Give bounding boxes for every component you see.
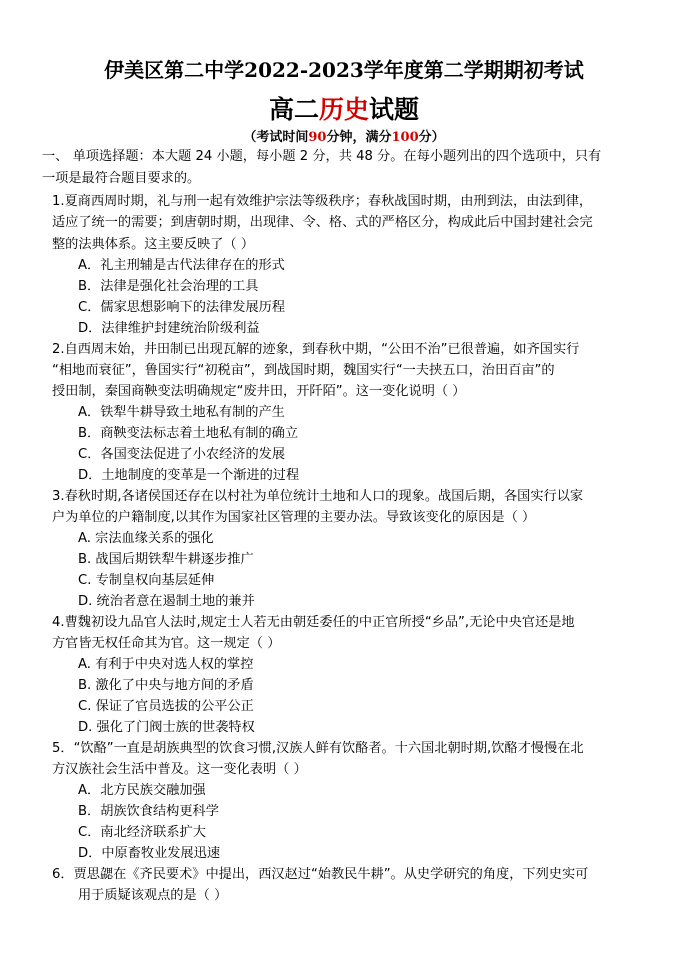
q2-option-c: C．各国变法促进了小农经济的发展: [78, 447, 286, 462]
q2-line-2: “相地而衰征”，鲁国实行“初税亩”，到战国时期，魏国实行“一夫挟五口，治田百亩”的: [52, 363, 555, 378]
q6-line-1: 6．贾思勰在《齐民要术》中提出，西汉赵过“始教民牛耕”。从史学研究的角度，下列史实可: [52, 867, 589, 882]
q2-option-a: A．铁犁牛耕导致土地私有制的产生: [78, 405, 285, 420]
q5-line-1: 5．“饮酪”一直是胡族典型的饮食习惯,汉族人鲜有饮酪者。十六国北朝时期,饮酪才慢慢在北: [52, 741, 584, 756]
q5-option-d: D．中原畜牧业发展迅速: [78, 846, 221, 861]
subtitle-suffix: 试题: [369, 95, 420, 124]
q3-line-2: 户为单位的户籍制度,以其作为国家社区管理的主要办法。导致该变化的原因是（ ）: [52, 510, 536, 525]
q4-line-1: 4.曹魏初设九品官人法时,规定士人若无由朝廷委任的中正官所授“乡品”,无论中央官还是地: [52, 615, 575, 630]
exam-info: [0, 126, 688, 145]
q5-option-b: B．胡族饮食结构更科学: [78, 804, 219, 819]
q3-option-c: C. 专制皇权向基层延伸: [78, 573, 215, 588]
info-time: 90: [308, 130, 327, 145]
section-instruction-line-1: 一、 单项选择题：本大题 24 小题，每小题 2 分，共 48 分。在每小题列出的四个选项中，只有: [42, 149, 602, 164]
q4-option-a: A. 有利于中央对选人权的掌控: [78, 657, 254, 672]
q1-option-b: B．法律是强化社会治理的工具: [78, 279, 259, 294]
q5-option-c: C．南北经济联系扩大: [78, 825, 206, 840]
q2-line-1: 2.自西周末始，井田制已出现瓦解的迹象，到春秋中期，“公田不治”已很普遍，如齐国实行: [52, 342, 580, 357]
q2-option-b: B．商鞅变法标志着土地私有制的确立: [78, 426, 299, 441]
q1-line-2: 适应了统一的需要；到唐朝时期，出现律、令、格、式的严格区分，构成此后中国封建社会完: [52, 215, 593, 230]
q5-option-a: A．北方民族交融加强: [78, 783, 206, 798]
q1-option-a: A．礼主刑辅是古代法律存在的形式: [78, 258, 285, 273]
q4-line-2: 方官皆无权任命其为官。这一规定（ ）: [52, 636, 281, 651]
q2-line-3: 授田制，秦国商鞅变法明确规定“废井田，开阡陌”。这一变化说明（ ）: [52, 384, 466, 399]
info-text-c: 分钟，满分: [326, 130, 392, 145]
info-text-a: （考试时间: [243, 130, 309, 145]
info-score: 100: [391, 130, 419, 145]
q4-option-c: C. 保证了官员选拔的公平公正: [78, 699, 254, 714]
subtitle-prefix: 高二: [268, 95, 319, 124]
q3-option-b: B. 战国后期铁犁牛耕逐步推广: [78, 552, 254, 567]
subtitle-subject: 历史: [318, 95, 369, 124]
section-instruction-line-2: 一项是最符合题目要求的。: [42, 171, 201, 186]
q6-line-2: 用于质疑该观点的是（ ）: [78, 888, 228, 903]
q1-option-c: C．儒家思想影响下的法律发展历程: [78, 300, 286, 315]
q1-line-1: 1.夏商西周时期，礼与刑一起有效维护宗法等级秩序；春秋战国时期，由刑到法，由法到律，: [52, 194, 593, 209]
exam-subtitle: [0, 90, 688, 126]
q4-option-b: B. 激化了中央与地方间的矛盾: [78, 678, 254, 693]
q1-option-d: D．法律维护封建统治阶级利益: [78, 321, 260, 336]
q3-option-a: A. 宗法血缘关系的强化: [78, 531, 214, 546]
q2-option-d: D．土地制度的变革是一个渐进的过程: [78, 468, 300, 483]
q3-line-1: 3.春秋时期,各诸侯国还存在以村社为单位统计土地和人口的现象。战国后期，各国实行以家: [52, 489, 584, 504]
info-text-e: 分）: [418, 130, 445, 145]
q3-option-d: D. 统治者意在遏制土地的兼并: [78, 594, 255, 609]
exam-title: 伊美区第二中学2022-2023学年度第二学期期初考试: [104, 58, 584, 82]
q5-line-2: 方汉族社会生活中普及。这一变化表明（ ）: [52, 762, 307, 777]
q1-line-3: 整的法典体系。这主要反映了（ ）: [52, 237, 255, 252]
q4-option-d: D. 强化了门阀士族的世袭特权: [78, 720, 255, 735]
